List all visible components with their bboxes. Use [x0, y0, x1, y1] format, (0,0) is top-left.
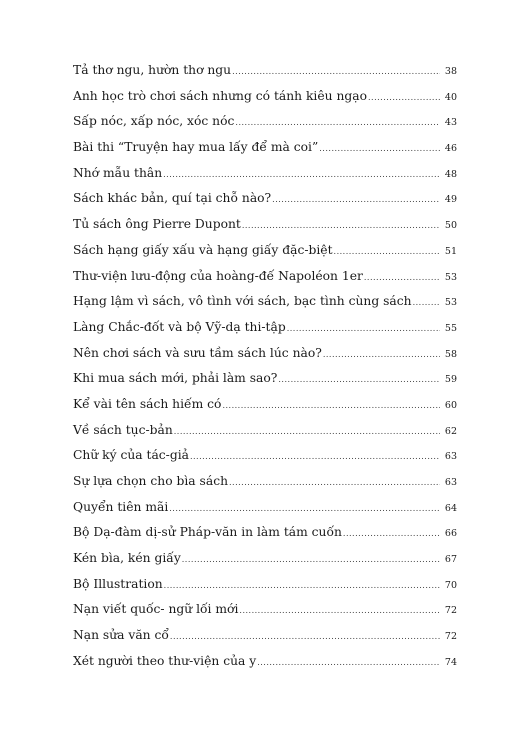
toc-leader-dots — [334, 247, 440, 256]
toc-entry — [73, 397, 457, 423]
toc-leader-dots — [272, 195, 440, 204]
toc-entry-page: 72 — [444, 605, 457, 617]
toc-entry-title: Sách hạng giấy xấu và hạng giấy đặc-biệt — [73, 242, 333, 257]
toc-entry-title: Bài thi “Truyện hay mua lấy để mà coi” — [73, 140, 319, 155]
toc-entry-page: 74 — [444, 656, 457, 668]
toc-entry-title: Thư-viện lưu-động của hoàng-đế Napoléon 1er — [73, 268, 363, 283]
toc-leader-dots — [368, 93, 440, 102]
toc-leader-dots — [257, 658, 440, 667]
toc-entry-page: 70 — [444, 579, 457, 591]
toc-entry — [73, 140, 457, 166]
toc-entry — [73, 269, 457, 295]
toc-entry — [73, 294, 457, 320]
toc-entry-title: Tủ sách ông Pierre Dupont — [73, 217, 241, 232]
toc-entry-page: 50 — [444, 220, 457, 232]
toc-entry-title: Quyển tiên mãi — [73, 499, 169, 514]
toc-leader-dots — [343, 529, 440, 538]
toc-entry-title: Tả thơ ngu, hườn thơ ngu — [73, 63, 232, 77]
toc-entry — [73, 474, 457, 500]
toc-entry — [73, 500, 457, 526]
toc-leader-dots — [222, 401, 440, 410]
toc-leader-dots — [319, 144, 440, 153]
toc-leader-dots — [323, 350, 440, 359]
toc-entry-page: 53 — [444, 271, 457, 283]
toc-leader-dots — [287, 324, 440, 333]
toc-leader-dots — [163, 170, 440, 179]
toc-entry-title: Kể vài tên sách hiếm có — [73, 396, 222, 411]
toc-entry-page: 49 — [444, 194, 457, 206]
toc-entry — [73, 243, 457, 269]
toc-entry-page: 60 — [444, 399, 457, 411]
toc-entry-page: 51 — [444, 245, 457, 257]
toc-entry — [73, 166, 457, 192]
toc-entry — [73, 320, 457, 346]
toc-entry-page: 67 — [444, 554, 457, 566]
toc-entry-page: 63 — [444, 477, 457, 488]
toc-leader-dots — [413, 298, 440, 307]
toc-entry — [73, 89, 457, 115]
toc-entry — [73, 114, 457, 140]
toc-entry-title: Sấp nóc, xấp nóc, xóc nóc — [73, 114, 235, 129]
toc-entry-title: Xét người theo thư-viện của y — [73, 653, 257, 668]
toc-entry-title: Về sách tục-bản — [73, 422, 173, 437]
toc-entry-page: 46 — [444, 143, 457, 155]
toc-entry — [73, 602, 457, 628]
toc-entry-title: Sách khác bản, quí tại chỗ nào? — [73, 191, 272, 206]
toc-entry-title: Kén bìa, kén giấy — [73, 551, 181, 566]
toc-entry — [73, 217, 457, 243]
toc-leader-dots — [232, 67, 440, 76]
toc-entry-page: 62 — [444, 425, 457, 437]
toc-leader-dots — [164, 581, 440, 590]
toc-entry-title: Nạn viết quốc- ngữ lối mới — [73, 602, 239, 617]
toc-entry — [73, 371, 457, 397]
toc-entry-page: 38 — [444, 66, 457, 77]
toc-entry — [73, 63, 457, 89]
toc-entry-page: 66 — [444, 528, 457, 540]
toc-entry — [73, 628, 457, 654]
toc-leader-dots — [169, 504, 440, 513]
toc-entry-page: 53 — [444, 297, 457, 309]
toc-leader-dots — [278, 375, 440, 384]
toc-leader-dots — [170, 632, 440, 641]
toc-entry — [73, 525, 457, 551]
table-of-contents — [73, 63, 457, 680]
toc-entry-title: Chữ ký của tác-giả — [73, 448, 189, 463]
toc-entry-title: Nhớ mẫu thân — [73, 165, 163, 180]
toc-entry-title: Anh học trò chơi sách nhưng có tánh kiêu ngạo — [73, 88, 367, 103]
toc-entry-title: Nạn sửa văn cổ — [73, 628, 169, 643]
toc-leader-dots — [364, 273, 440, 282]
toc-entry-title: Bộ Illustration — [73, 576, 163, 591]
toc-leader-dots — [174, 427, 440, 436]
toc-entry-title: Làng Chắc-đốt và bộ Vỹ-dạ thi-tập — [73, 319, 286, 334]
toc-leader-dots — [229, 478, 440, 487]
toc-entry-page: 58 — [444, 348, 457, 360]
toc-entry-title: Bộ Dạ-đàm dị-sử Pháp-văn in làm tám cuốn — [73, 525, 342, 540]
toc-leader-dots — [182, 555, 440, 564]
toc-entry-page: 63 — [444, 451, 457, 463]
toc-entry-page: 64 — [444, 502, 457, 514]
toc-entry-page: 48 — [444, 168, 457, 180]
toc-entry — [73, 551, 457, 577]
toc-entry — [73, 346, 457, 372]
toc-entry-title: Nên chơi sách và sưu tầm sách lúc nào? — [73, 345, 322, 360]
toc-entry — [73, 654, 457, 680]
toc-entry — [73, 191, 457, 217]
toc-entry — [73, 448, 457, 474]
toc-entry-page: 40 — [444, 91, 457, 103]
toc-entry — [73, 577, 457, 603]
toc-entry-page: 43 — [444, 117, 457, 129]
toc-leader-dots — [239, 606, 440, 615]
toc-entry-title: Khi mua sách mới, phải làm sao? — [73, 371, 278, 386]
toc-entry-page: 55 — [444, 322, 457, 334]
toc-leader-dots — [242, 221, 440, 230]
toc-leader-dots — [190, 452, 440, 461]
toc-entry-title: Sự lựa chọn cho bìa sách — [73, 474, 228, 488]
toc-entry-page: 59 — [444, 374, 457, 386]
toc-entry — [73, 423, 457, 449]
toc-leader-dots — [235, 118, 440, 127]
toc-entry-title: Hạng lậm vì sách, vô tình với sách, bạc tình cùng sách — [73, 294, 412, 309]
toc-entry-page: 72 — [444, 631, 457, 643]
